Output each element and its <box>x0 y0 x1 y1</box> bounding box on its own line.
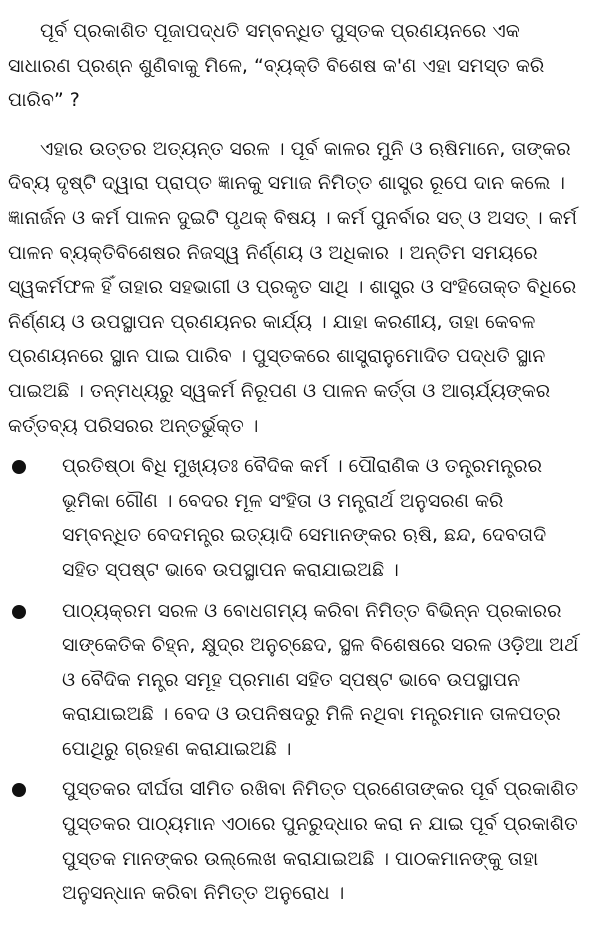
list-item <box>8 449 586 587</box>
intro-paragraph: ପୂର୍ବ ପ୍ରକାଶିତ ପୂଜାପଦ୍ଧତି ସମ୍ବନ୍ଧିତ ପୁସ୍ତକ ପ୍ରଣୟନରେ ଏକ ସାଧାରଣ ପ୍ରଶ୍ନ ଶୁଣିବାକୁ ମିଳେ, “ବ୍ୟକ୍ତି ବିଶେଷ କ'ଣ ଏହା ସମସ୍ତ କରି ପାରିବ” ? <box>8 20 545 112</box>
bullet-text: ପୁସ୍ତକର ଦୀର୍ଘତା ସୀମିତ ରଖିବା ନିମିତ୍ତ ପ୍ରଣେତାଙ୍କର ପୂର୍ବ ପ୍ରକାଶିତ ପୁସ୍ତକର ପାଠ୍ୟମାନ ଏଠାରେ ପୁନରୁଦ୍ଧାର କରା ନ ଯାଇ ପୂର୍ବ ପ୍ରକାଶିତ ପୁସ୍ତକ ମାନଙ୍କର ଉଲ୍ଲେଖ କରାଯାଇଅଛି । ପାଠକମାନଙ୍କୁ ତାହା ଅନୁସନ୍ଧାନ କରିବା ନିମିତ୍ତ ଅନୁରୋଧ । <box>62 778 579 905</box>
bullet-icon <box>12 460 26 474</box>
bullet-icon <box>12 783 26 797</box>
list-item <box>8 594 586 767</box>
list-item <box>8 772 586 910</box>
bullet-text: ପାଠ୍ୟକ୍ରମ ସରଳ ଓ ବୋଧଗମ୍ୟ କରିବା ନିମିତ୍ତ ବିଭିନ୍ନ ପ୍ରକାରର ସାଙ୍କେତିକ ଚିହ୍ନ, କ୍ଷୁଦ୍ର ଅନୁଚ୍ଛେଦ, ସ୍ଥଳ ବିଶେଷରେ ସରଳ ଓଡ଼ିଆ ଅର୍ଥ ଓ ବୈଦିକ ମନ୍ତ୍ର ସମୂହ ପ୍ରମାଣ ସହିତ ସ୍ପଷ୍ଟ ଭାବେ ଉପସ୍ଥାପନ କରାଯାଇଅଛି । ବେଦ ଓ ଉପନିଷଦରୁ ମିଳି ନଥିବା ମନ୍ତ୍ରମାନ ତାଳପତ୍ର ପୋଥିରୁ ଗ୍ରହଣ କରାଯାଇଅଛି । <box>62 599 579 760</box>
bullet-icon <box>12 605 26 619</box>
bullet-text: ପ୍ରତିଷ୍ଠା ବିଧି ମୁଖ୍ୟତଃ ବୈଦିକ କର୍ମ । ପୌରାଣିକ ଓ ତନ୍ତ୍ରମନ୍ତ୍ରର ଭୂମିକା ଗୌଣ । ବେଦର ମୂଳ ସଂହିତା ଓ ମନ୍ତ୍ରାର୍ଥ ଅନୁସରଣ କରି ସମ୍ବନ୍ଧିତ ବେଦମନ୍ତ୍ର ଇତ୍ୟାଦି ସେମାନଙ୍କର ଋଷି, ଛନ୍ଦ, ଦେବତାଦି ସହିତ ସ୍ପଷ୍ଟ ଭାବେ ଉପସ୍ଥାପନ କରାଯାଇଅଛି । <box>62 455 547 581</box>
body-paragraph: ଏହାର ଉତ୍ତର ଅତ୍ୟନ୍ତ ସରଳ । ପୂର୍ବ କାଳର ମୁନି ଓ ଋଷିମାନେ, ତାଙ୍କର ଦିବ୍ୟ ଦୃଷ୍ଟି ଦ୍ୱାରା ପ୍ରାପ୍ତ ଜ୍ଞାନକୁ ସମାଜ ନିମିତ୍ତ ଶାସ୍ତ୍ର ରୂପେ ଦାନ କଲେ । ଜ୍ଞାନାର୍ଜନ ଓ କର୍ମ ପାଳନ ଦୁଇଟି ପୃଥକ୍ ବିଷୟ । କର୍ମ ପୁନର୍ବାର ସତ୍ ଓ ଅସତ୍ । କର୍ମ ପାଳନ ବ୍ୟକ୍ତିବିଶେଷର ନିଜସ୍ୱ ନିର୍ଣ୍ଣୟ ଓ ଅଧିକାର । ଅନ୍ତିମ ସମୟରେ ସ୍ୱକର୍ମଫଳ ହିଁ ତାହାର ସହଭାଗୀ ଓ ପ୍ରକୃତ ସାଥି । ଶାସ୍ତ୍ର ଓ ସଂହିତୋକ୍ତ ବିଧିରେ ନିର୍ଣ୍ଣୟ ଓ ଉପସ୍ଥାପନ ପ୍ରଣୟନର କାର୍ଯ୍ୟ । ଯାହା କରଣୀୟ, ତାହା କେବଳ ପ୍ରଣୟନରେ ସ୍ଥାନ ପାଇ ପାରିବ । ପୁସ୍ତକରେ ଶାସ୍ତ୍ରାନୁମୋଦିତ ପଦ୍ଧତି ସ୍ଥାନ ପାଇଅଛି । ତନ୍ମଧ୍ୟରୁ ସ୍ୱକର୍ମ ନିରୂପଣ ଓ ପାଳନ କର୍ତ୍ତା ଓ ଆଚାର୍ଯ୍ୟଙ୍କର କର୍ତ୍ତବ୍ୟ ପରିସରର ଅନ୍ତର୍ଭୁକ୍ତ । <box>8 137 577 437</box>
bullet-list <box>8 449 586 911</box>
